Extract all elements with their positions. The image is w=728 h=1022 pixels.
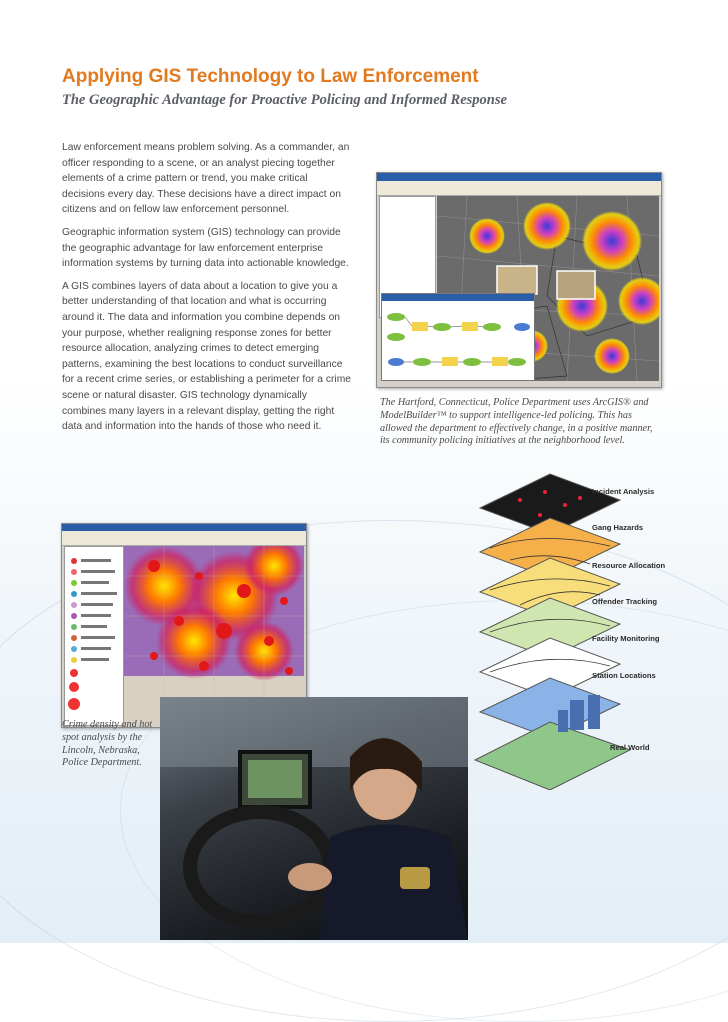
layers-stack-graphic xyxy=(470,460,720,790)
layer-label-real-world: Real World xyxy=(610,743,650,752)
layer-label-station-locations: Station Locations xyxy=(592,671,656,680)
body-text xyxy=(62,140,352,442)
window-toolbar xyxy=(62,531,306,546)
table-of-contents-panel xyxy=(64,546,124,726)
gis-layers-diagram xyxy=(470,460,720,790)
officer-in-patrol-car-photo xyxy=(160,697,468,940)
layer-label-incident-analysis: Incident Analysis xyxy=(592,487,655,496)
layer-label-gang-hazards: Gang Hazards xyxy=(592,523,644,532)
layer-label-resource-allocation: Resource Allocation xyxy=(592,561,666,570)
model-diagram xyxy=(382,302,534,380)
page-title: Applying GIS Technology to Law Enforcement xyxy=(62,66,479,87)
modelbuilder-window xyxy=(381,293,535,381)
layer-label-offender-tracking: Offender Tracking xyxy=(592,597,657,606)
legend-symbols xyxy=(65,547,123,725)
window-titlebar xyxy=(62,524,306,531)
patrol-car-illustration xyxy=(160,697,468,940)
page-subtitle: The Geographic Advantage for Proactive Policing and Informed Response xyxy=(62,92,507,108)
hartford-caption: The Hartford, Connecticut, Police Department uses ArcGIS® and ModelBuilder™ to support intelligence-led policing. This has allowed the department to effectively change, in a positive manner, its community policing initiatives at the neighborhood level. xyxy=(380,397,653,447)
paragraph: A GIS combines layers of data about a location to give you a better understanding of that location and what is occurring around it. The data and information you combine depends on your purpose, whether realigning response zones for better resource allocation, analyzing crimes to detect emerging patterns, examining the best locations to conduct surveillance for a recent crime series, or establishing a perimeter for a crime scene or natural disaster. GIS technology dynamically combines many layers in a relevant display, getting the right data and information into the hands of those who need it. xyxy=(62,280,351,433)
hartford-arcgis-screenshot xyxy=(376,172,662,388)
window-toolbar xyxy=(377,181,661,196)
lincoln-caption: Crime density and hot spot analysis by the Lincoln, Nebraska, Police Department. xyxy=(62,719,153,769)
paragraph: Geographic information system (GIS) technology can provide the geographic advantage for law enforcement enterprise information systems by turning data into actionable knowledge. xyxy=(62,226,349,270)
paragraph: Law enforcement means problem solving. As a commander, an officer responding to a scene, or an analyst piecing together elements of a crime pattern or trend, you make critical decisions every day. These decisions have a direct impact on citizens and on fellow law enforcement personnel. xyxy=(62,142,350,216)
layer-label-facility-monitoring: Facility Monitoring xyxy=(592,634,660,643)
window-titlebar xyxy=(377,173,661,181)
